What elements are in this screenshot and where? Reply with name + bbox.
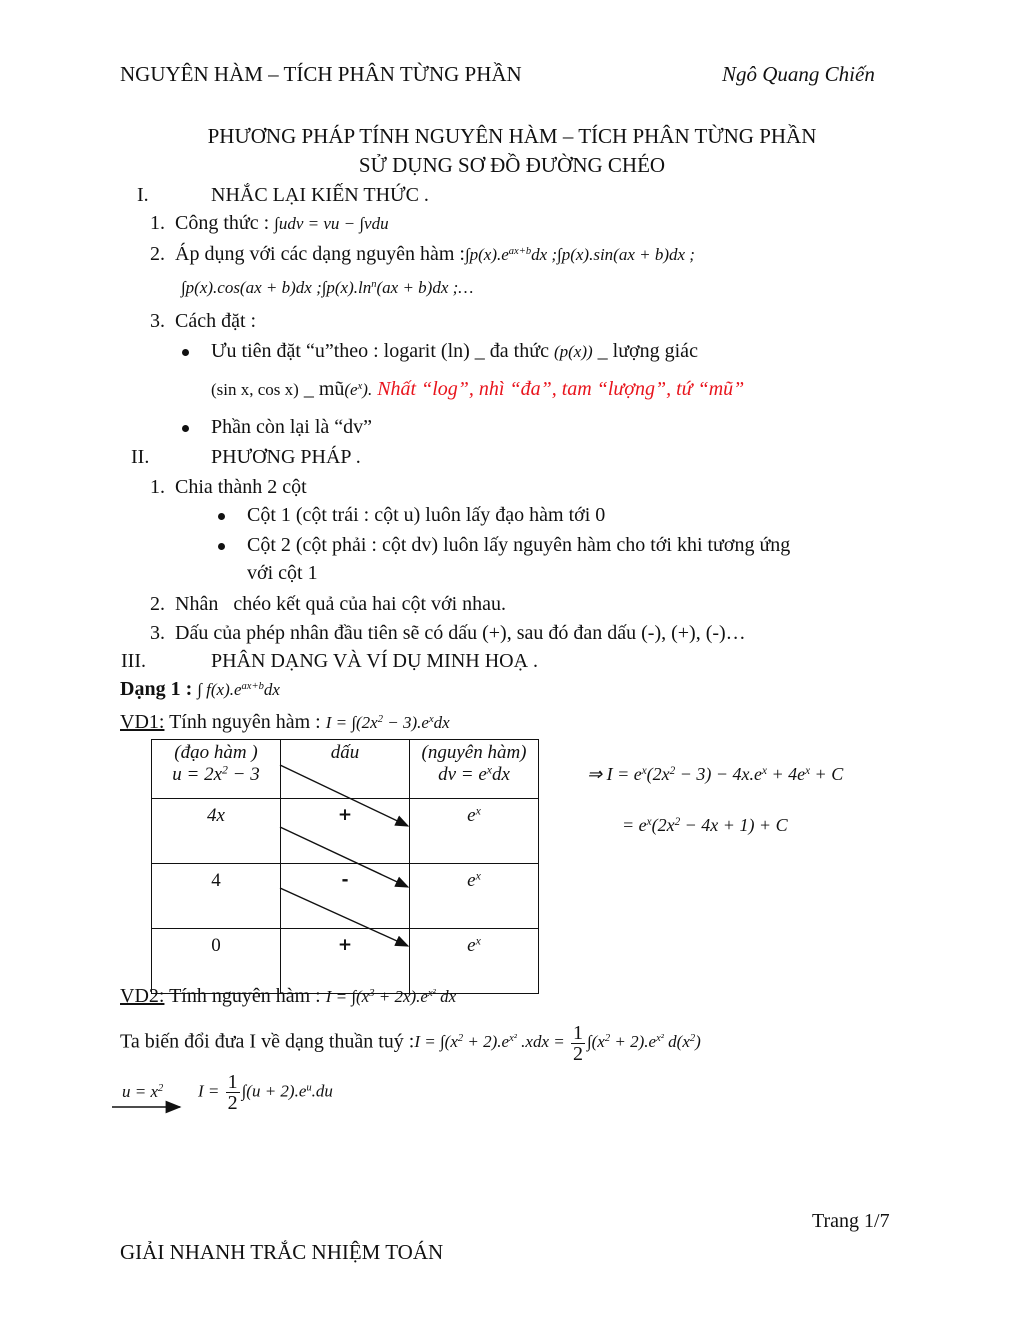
item-number: 2. bbox=[150, 243, 165, 265]
formula: ⇒ I = e bbox=[587, 764, 642, 784]
sign-cell: - bbox=[281, 864, 410, 929]
example-label: VD2: bbox=[120, 985, 165, 1007]
formula: d(x bbox=[663, 1032, 690, 1052]
header-label: (nguyên hàm) bbox=[421, 742, 527, 763]
formula: (2x bbox=[651, 815, 675, 835]
formula: + C bbox=[810, 764, 844, 784]
formula: I = bbox=[198, 1081, 224, 1101]
bullet-text: Cột 2 (cột phải : cột dv) luôn lấy nguyên hàm cho tới khi tương ứng bbox=[247, 534, 791, 556]
fraction-denominator: 2 bbox=[227, 1092, 238, 1114]
formula: ). bbox=[362, 380, 373, 399]
formula: − 4x + 1) + C bbox=[680, 815, 788, 835]
derivative-cell: 4 bbox=[152, 864, 281, 929]
section-1-number: I. bbox=[137, 184, 149, 206]
formula: I = ∫(x bbox=[325, 987, 370, 1006]
formula: .xdx = bbox=[516, 1032, 569, 1052]
formula-exponent: x bbox=[805, 764, 811, 777]
fraction-one-half bbox=[571, 1023, 585, 1064]
formula-exponent: 3 bbox=[369, 988, 375, 1000]
page-number: Trang 1/7 bbox=[812, 1210, 890, 1232]
bullet-text: Phần còn lại là “dv” bbox=[211, 416, 373, 438]
item-number: 1. bbox=[150, 212, 165, 234]
header-label: dấu bbox=[330, 742, 360, 763]
formula: dx bbox=[263, 680, 280, 699]
formula: − 3).e bbox=[383, 713, 429, 732]
vd2-transform-line bbox=[120, 1023, 701, 1064]
mnemonic-highlight: Nhất “log”, nhì “đa”, tam “lượng”, tứ “mũ” bbox=[372, 378, 745, 400]
formula: e bbox=[467, 935, 476, 956]
formula-exponent: x bbox=[486, 763, 492, 777]
formula: dv = e bbox=[438, 764, 487, 785]
bullet-text: _ lượng giác bbox=[592, 340, 698, 362]
example-text: Tính nguyên hàm : bbox=[164, 711, 326, 733]
formula-exponent: n bbox=[371, 279, 377, 291]
formula: ∫p(x).cos(ax + b)dx ;∫p(x).ln bbox=[181, 278, 372, 297]
example-text: Tính nguyên hàm : bbox=[164, 985, 326, 1007]
vd1-result-line2 bbox=[622, 815, 788, 836]
formula: (ln) bbox=[440, 340, 470, 362]
item-number: 2. bbox=[150, 593, 165, 615]
sign-cell: + bbox=[281, 799, 410, 864]
formula-exponent: x bbox=[475, 869, 481, 883]
fraction-denominator: 2 bbox=[572, 1043, 583, 1065]
sign-cell: + bbox=[281, 929, 410, 994]
formula-exponent: ax+b bbox=[508, 246, 532, 258]
formula-exponent: x bbox=[428, 714, 434, 726]
section-3-number: III. bbox=[121, 650, 146, 672]
diagonal-arrow-2 bbox=[280, 827, 408, 887]
fraction-numerator: 1 bbox=[572, 1022, 583, 1044]
formula: ) bbox=[695, 1032, 701, 1052]
formula-exponent: x² bbox=[509, 1033, 517, 1045]
example-text: Ta biến đổi đưa I về dạng thuần tuý : bbox=[120, 1030, 415, 1053]
running-header-author: Ngô Quang Chiến bbox=[722, 62, 875, 86]
substitution-label bbox=[122, 1082, 163, 1102]
item-text: Cách đặt : bbox=[175, 310, 257, 332]
formula-exponent: x bbox=[475, 804, 481, 818]
item-text: Dấu của phép nhân đầu tiên sẽ có dấu (+), sau đó đan dấu (-), (+), (-)… bbox=[175, 622, 746, 644]
dang-label: Dạng 1 : bbox=[120, 678, 193, 700]
formula: + 2).e bbox=[463, 1032, 510, 1052]
derivative-cell: 0 bbox=[152, 929, 281, 994]
formula: u = 2x bbox=[172, 764, 223, 785]
vd2-heading bbox=[120, 985, 456, 1008]
formula: + 4e bbox=[766, 764, 806, 784]
formula-exponent: x bbox=[646, 815, 652, 828]
formula: ∫ f(x).e bbox=[197, 680, 242, 699]
item-number: 3. bbox=[150, 310, 165, 332]
formula: (e bbox=[344, 380, 358, 399]
formula: e bbox=[467, 870, 476, 891]
formula-exponent: 2 bbox=[669, 764, 676, 777]
formula-exponent: u bbox=[306, 1082, 312, 1094]
section-3-title: PHÂN DẠNG VÀ VÍ DỤ MINH HOẠ . bbox=[211, 650, 539, 672]
formula: dx bbox=[433, 713, 450, 732]
page-title-line1: PHƯƠNG PHÁP TÍNH NGUYÊN HÀM – TÍCH PHÂN TỪNG PHẦN bbox=[207, 124, 817, 148]
item-text: Áp dụng với các dạng nguyên hàm : bbox=[175, 243, 465, 265]
item-number: 1. bbox=[150, 476, 165, 498]
formula-exponent: x² bbox=[656, 1033, 664, 1045]
formula-exponent: x² bbox=[427, 988, 436, 1000]
page-title-line2: SỬ DỤNG SƠ ĐỒ ĐƯỜNG CHÉO bbox=[358, 153, 666, 177]
formula: (sin x, cos x) bbox=[211, 380, 299, 399]
formula-exponent: 2 bbox=[457, 1033, 464, 1045]
formula-exponent: x bbox=[762, 764, 767, 777]
formula: = e bbox=[622, 815, 647, 835]
section-1-title: NHẮC LẠI KIẾN THỨC . bbox=[211, 184, 429, 206]
formula: e bbox=[467, 805, 476, 826]
formula-exponent: ax+b bbox=[241, 681, 264, 693]
running-header-title: NGUYÊN HÀM – TÍCH PHÂN TỪNG PHẦN bbox=[120, 62, 522, 86]
bullet-text: Ưu tiên đặt “u”theo : logarit bbox=[211, 340, 441, 362]
formula: I = ∫(x bbox=[414, 1032, 458, 1052]
bullet-text: Cột 1 (cột trái : cột u) luôn lấy đạo hàm tới 0 bbox=[247, 504, 606, 526]
formula: ∫(x bbox=[586, 1032, 605, 1052]
diagonal-arrow-3 bbox=[280, 888, 408, 946]
item-number: 3. bbox=[150, 622, 165, 644]
formula: (p(x)) bbox=[553, 342, 593, 361]
vd1-result-line1 bbox=[587, 764, 843, 785]
formula: u = x bbox=[122, 1082, 159, 1101]
formula-exponent: 2 bbox=[158, 1083, 164, 1095]
formula: (2x bbox=[646, 764, 670, 784]
formula-exponent: x bbox=[475, 934, 481, 948]
header-label: (đạo hàm ) bbox=[174, 742, 258, 763]
formula: dx ;∫p(x).sin(ax + b)dx ; bbox=[531, 245, 695, 264]
formula-exponent: x bbox=[357, 381, 363, 393]
section-2-title: PHƯƠNG PHÁP . bbox=[211, 446, 361, 468]
diagonal-arrow-1 bbox=[280, 765, 408, 826]
item-text: Nhân chéo kết quả của hai cột với nhau. bbox=[175, 593, 507, 615]
fraction-one-half bbox=[226, 1072, 240, 1113]
fraction-numerator: 1 bbox=[227, 1071, 238, 1093]
running-footer-title: GIẢI NHANH TRẮC NHIỆM TOÁN bbox=[120, 1240, 444, 1264]
formula: ∫(u + 2).e bbox=[241, 1081, 307, 1101]
derivative-cell: 4x bbox=[152, 799, 281, 864]
formula-exponent: 2 bbox=[604, 1033, 611, 1045]
section-2-number: II. bbox=[131, 446, 150, 468]
formula: (ax + b)dx ;… bbox=[376, 278, 474, 297]
formula-exponent: x bbox=[641, 764, 647, 777]
bullet-text: _ đa thức bbox=[469, 340, 554, 362]
item-text: Chia thành 2 cột bbox=[175, 476, 307, 498]
vd2-substituted-integral bbox=[198, 1072, 333, 1113]
formula: dx bbox=[435, 987, 457, 1006]
formula: ∫p(x).e bbox=[464, 245, 509, 264]
formula-exponent: 2 bbox=[689, 1033, 696, 1045]
formula: ∫udv = vu − ∫vdu bbox=[274, 214, 389, 233]
formula: − 3) − 4x.e bbox=[675, 764, 762, 784]
formula: I = ∫(2x bbox=[325, 713, 378, 732]
formula: dx bbox=[491, 764, 510, 785]
item-text: Công thức : bbox=[175, 212, 275, 234]
bullet-text: _ mũ bbox=[298, 378, 345, 400]
formula: − 3 bbox=[227, 764, 260, 785]
formula-exponent: 2 bbox=[674, 815, 681, 828]
formula: + 2x).e bbox=[374, 987, 428, 1006]
section-2-bullet-2-continued: với cột 1 bbox=[247, 562, 318, 584]
formula: + 2).e bbox=[610, 1032, 657, 1052]
formula-exponent: 2 bbox=[222, 763, 228, 777]
formula: .du bbox=[311, 1081, 333, 1101]
example-label: VD1: bbox=[120, 711, 165, 733]
formula-exponent: 2 bbox=[377, 714, 383, 726]
